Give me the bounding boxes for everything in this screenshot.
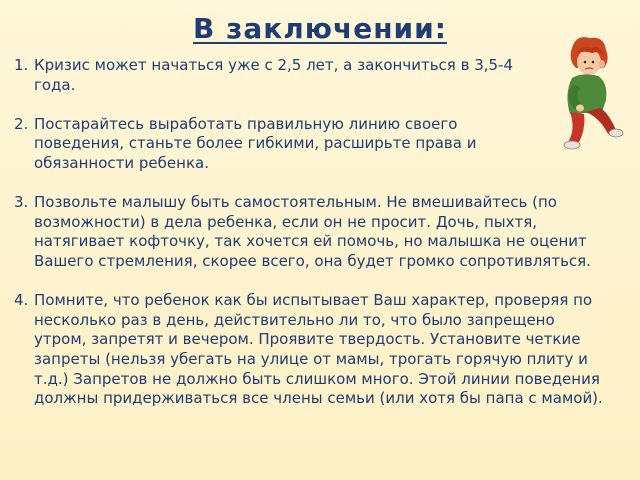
sitting-child-illustration — [546, 34, 626, 152]
slide-title: В заключении: — [193, 12, 447, 45]
item-number: 1. — [14, 56, 29, 74]
list-item — [14, 291, 604, 409]
list-item — [14, 193, 604, 271]
item-text: Кризис может начаться уже с 2,5 лет, а закончиться в 3,5-4 года. — [34, 56, 514, 94]
item-text: Помните, что ребенок как бы испытывает Ваш характер, проверяя по несколько раз в день, действительно ли то, что было запрещено утром, запретят и вечером. Проявите твердость. Установите четкие запреты (нельзя убегать на улице от мамы, трогать горячую плиту и т.д.) Запретов не должно быть слишком много. Этой линии поведения должны придерживаться все члены семьи (или хотя бы папа с мамой). — [34, 291, 603, 408]
item-number: 2. — [14, 114, 29, 133]
list-item — [14, 115, 604, 174]
item-text: Позвольте малышу быть самостоятельным. Не вмешивайтесь (по возможности) в дела ребенка, если он не просит. Дочь, пыхтя, натягивает кофточку, так хочется ей помочь, но малышка не оценит Вашего стремления, скорее всего, она будет громко сопротивляться. — [34, 193, 591, 270]
item-number: 4. — [14, 291, 29, 310]
item-number: 3. — [14, 193, 29, 212]
item-text: Постарайтесь выработать правильную линию своего поведения, станьте более гибкими, расширьте права и обязанности ребенка. — [34, 114, 477, 172]
list-item — [14, 56, 604, 95]
conclusion-list — [14, 56, 604, 428]
